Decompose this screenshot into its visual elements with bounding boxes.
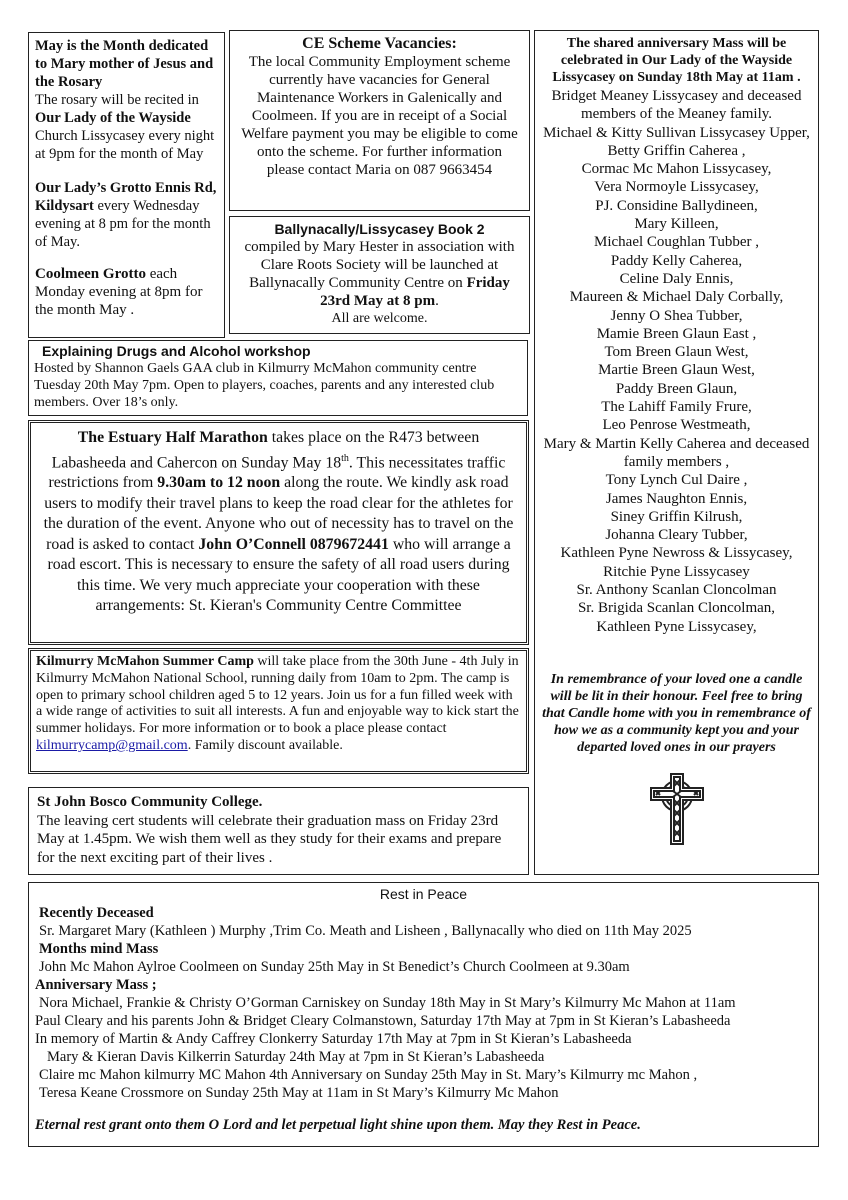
recently-deceased-heading: Recently Deceased (39, 905, 154, 921)
anniversary-mass-list (35, 994, 812, 1102)
bosco-body: The leaving cert students will celebrate their graduation mass on Friday 23rd May at 1.45pm. We wish them well as they study for their exams and prepare for the next exciting part of their lives . (37, 812, 502, 866)
marathon-text: The Estuary Half Marathon takes place on the R473 between Labasheeda and Cahercon on Sunday May 18th. This necessitates traffic restrictions from 9.30am to 12 noon along the route. We kindly ask road users to modify their travel plans to keep the road clear for the athletes for the duration of the event. Anyone who out of necessity has to travel on the road is asked to contact John O’Connell 0879672441 who will arrange a road escort. This is necessary to ensure the safety of all road users during this time. We very much appreciate your cooperation with these arrangements: St. Kieran's Community Centre Committee (43, 429, 514, 615)
anniversary-name-item: Leo Penrose Westmeath, (602, 417, 751, 434)
anniversary-name-item: The Lahiff Family Frure, (601, 399, 752, 416)
anniversary-name-item: Mamie Breen Glaun East , (596, 325, 757, 342)
anniversary-names-list (541, 87, 812, 636)
anniversary-mass-line: Nora Michael, Frankie & Christy O’Gorman Carniskey on Sunday 18th May in St Mary’s Kilmurry Mc Mahon at 11am (39, 995, 736, 1011)
anniversary-name-item: Kathleen Pyne Lissycasey, (596, 618, 757, 635)
anniversary-name-item: Jenny O Shea Tubber, (610, 307, 743, 324)
anniversary-name-item: Paddy Breen Glaun, (615, 380, 738, 397)
anniversary-name-item: Cormac Mc Mahon Lissycasey, (581, 161, 772, 178)
book-body: compiled by Mary Hester in association with Clare Roots Society will be launched at Ballynacally Community Centre on Friday 23rd May at 8 pm. (244, 239, 515, 309)
anniversary-name-item: Martie Breen Glaun West, (598, 362, 755, 379)
anniversary-name-item: Mary & Martin Kelly Caherea and deceased family members , (543, 435, 810, 470)
anniversary-mass-line: Teresa Keane Crossmore on Sunday 25th May at 11am in St Mary’s Kilmurry Mc Mahon (39, 1085, 559, 1101)
kildysart-grotto-text: Our Lady’s Grotto Ennis Rd, Kildysart every Wednesday evening at 8 pm for the month of May. (35, 180, 217, 250)
anniversary-mass-box (534, 30, 819, 875)
anniversary-name-item: Betty Griffin Caherea , (607, 142, 746, 159)
book-title: Ballynacally/Lissycasey Book 2 (274, 221, 485, 237)
recently-deceased-line: Sr. Margaret Mary (Kathleen ) Murphy ,Trim Co. Meath and Lisheen , Ballynacally who died on 11th May 2025 (39, 923, 692, 939)
anniversary-mass-line: Mary & Kieran Davis Kilkerrin Saturday 24th May at 7pm in St Kieran’s Labasheeda (47, 1049, 545, 1065)
coolmeen-grotto-text: Coolmeen Grotto each Monday evening at 8pm for the month May . (35, 266, 203, 318)
may-heading: May is the Month dedicated to Mary mother of Jesus and the Rosary (35, 38, 214, 90)
book-welcome: All are welcome. (331, 311, 428, 326)
anniversary-mass-line: Paul Cleary and his parents John & Bridget Cleary Colmanstown, Saturday 17th May at 7pm in St Kieran’s Labasheeda (35, 1013, 731, 1029)
candle-remembrance: In remembrance of your loved one a candle will be lit in their honour. Feel free to bring that Candle home with you in remembrance of how we as a community kept you and your departed loved ones in our prayers (542, 671, 811, 755)
anniversary-name-item: Tom Breen Glaun West, (604, 344, 749, 361)
anniversary-name-item: PJ. Considine Ballydineen, (595, 197, 758, 214)
drugs-workshop-title: Explaining Drugs and Alcohol workshop (42, 343, 311, 359)
ce-scheme-title: CE Scheme Vacancies: (302, 35, 457, 52)
anniversary-name-item: Paddy Kelly Caherea, (610, 252, 743, 269)
marathon-box (28, 420, 529, 645)
bosco-box (28, 787, 529, 875)
anniversary-name-item: Johanna Cleary Tubber, (605, 527, 748, 544)
anniversary-name-item: Siney Griffin Kilrush, (610, 508, 743, 525)
bosco-title: St John Bosco Community College. (37, 794, 263, 810)
anniversary-name-item: Ritchie Pyne Lissycasey (603, 563, 750, 580)
marathon-title: The Estuary Half Marathon (77, 429, 268, 446)
drugs-workshop-box (28, 340, 528, 416)
summer-camp-text: Kilmurry McMahon Summer Camp will take place from the 30th June - 4th July in Kilmurry McMahon National School, running daily from 10am to 2pm. The camp is open to primary school children aged 5 to 12 years. Join us for a fun filled week with a wide range of activities to suit all interests. A fun and enjoyable way to kick start the summer holidays. For more information or to book a place please contact kilmurrycamp@gmail.com. Family discount available. (36, 654, 519, 753)
anniversary-name-item: Mary Killeen, (634, 216, 719, 233)
anniversary-name-item: Vera Normoyle Lissycasey, (594, 179, 759, 196)
rip-title: Rest in Peace (379, 886, 468, 902)
months-mind-line: John Mc Mahon Aylroe Coolmeen on Sunday 25th May in St Benedict’s Church Coolmeen at 9.30am (39, 959, 630, 975)
marathon-times: 9.30am to 12 noon (157, 474, 281, 492)
months-mind-heading: Months mind Mass (39, 941, 159, 957)
rosary-text: The rosary will be recited in Our Lady of the Wayside Church Lissycasey every night at 9pm for the month of May (35, 92, 215, 162)
summer-camp-box (28, 648, 529, 774)
anniversary-name-item: Michael Coughlan Tubber , (594, 234, 759, 251)
book-launch-box (229, 216, 530, 334)
anniversary-name-item: Sr. Anthony Scanlan Cloncolman (576, 582, 777, 599)
rip-prayer: Eternal rest grant onto them O Lord and let perpetual light shine upon them. May they Rest in Peace. (35, 1117, 641, 1133)
anniversary-mass-line: In memory of Martin & Andy Caffrey Clonkerry Saturday 17th May at 7pm in St Kieran’s Labasheeda (35, 1031, 632, 1047)
anniversary-heading: The shared anniversary Mass will be celebrated in Our Lady of the Wayside Lissycasey on Sunday 18th May at 11am . (552, 36, 801, 85)
anniversary-name-item: Bridget Meaney Lissycasey and deceased members of the Meaney family. (551, 88, 802, 123)
anniversary-mass-line: Claire mc Mahon kilmurry MC Mahon 4th Anniversary on Sunday 25th May in St. Mary’s Kilmurry mc Mahon , (39, 1067, 698, 1083)
camp-email-link[interactable]: kilmurrycamp@gmail.com (36, 737, 188, 753)
book-launch-date: Friday 23rd May at 8 pm (320, 275, 510, 309)
anniversary-name-item: Celine Daly Ennis, (619, 270, 734, 287)
anniversary-name-item: James Naughton Ennis, (605, 490, 748, 507)
anniversary-name-item: Michael & Kitty Sullivan Lissycasey Upper, (543, 124, 810, 141)
ce-scheme-body: The local Community Employment scheme currently have vacancies for General Maintenance Workers in Galenically and Coolmeen. If you are in receipt of a Social Welfare payment you may be eligible to come onto the scheme. For further information please contact Maria on 087 9663454 (241, 54, 518, 178)
ce-scheme-box (229, 30, 530, 211)
anniversary-name-item: Sr. Brigida Scanlan Cloncolman, (577, 600, 776, 617)
celtic-cross-icon (541, 770, 812, 853)
anniversary-name-item: Tony Lynch Cul Daire , (605, 472, 748, 489)
may-devotions-box (28, 32, 225, 338)
rest-in-peace-box (28, 882, 819, 1147)
anniversary-name-item: Kathleen Pyne Newross & Lissycasey, (560, 545, 793, 562)
summer-camp-title: Kilmurry McMahon Summer Camp (36, 654, 254, 669)
anniversary-name-item: Maureen & Michael Daly Corbally, (569, 289, 784, 306)
drugs-workshop-body: Hosted by Shannon Gaels GAA club in Kilmurry McMahon community centre Tuesday 20th May 7pm. Open to players, coaches, parents and any interested club members. Over 18’s only. (34, 361, 495, 410)
anniversary-mass-heading: Anniversary Mass ; (35, 977, 157, 993)
marathon-contact: John O’Connell 0879672441 (198, 535, 389, 553)
